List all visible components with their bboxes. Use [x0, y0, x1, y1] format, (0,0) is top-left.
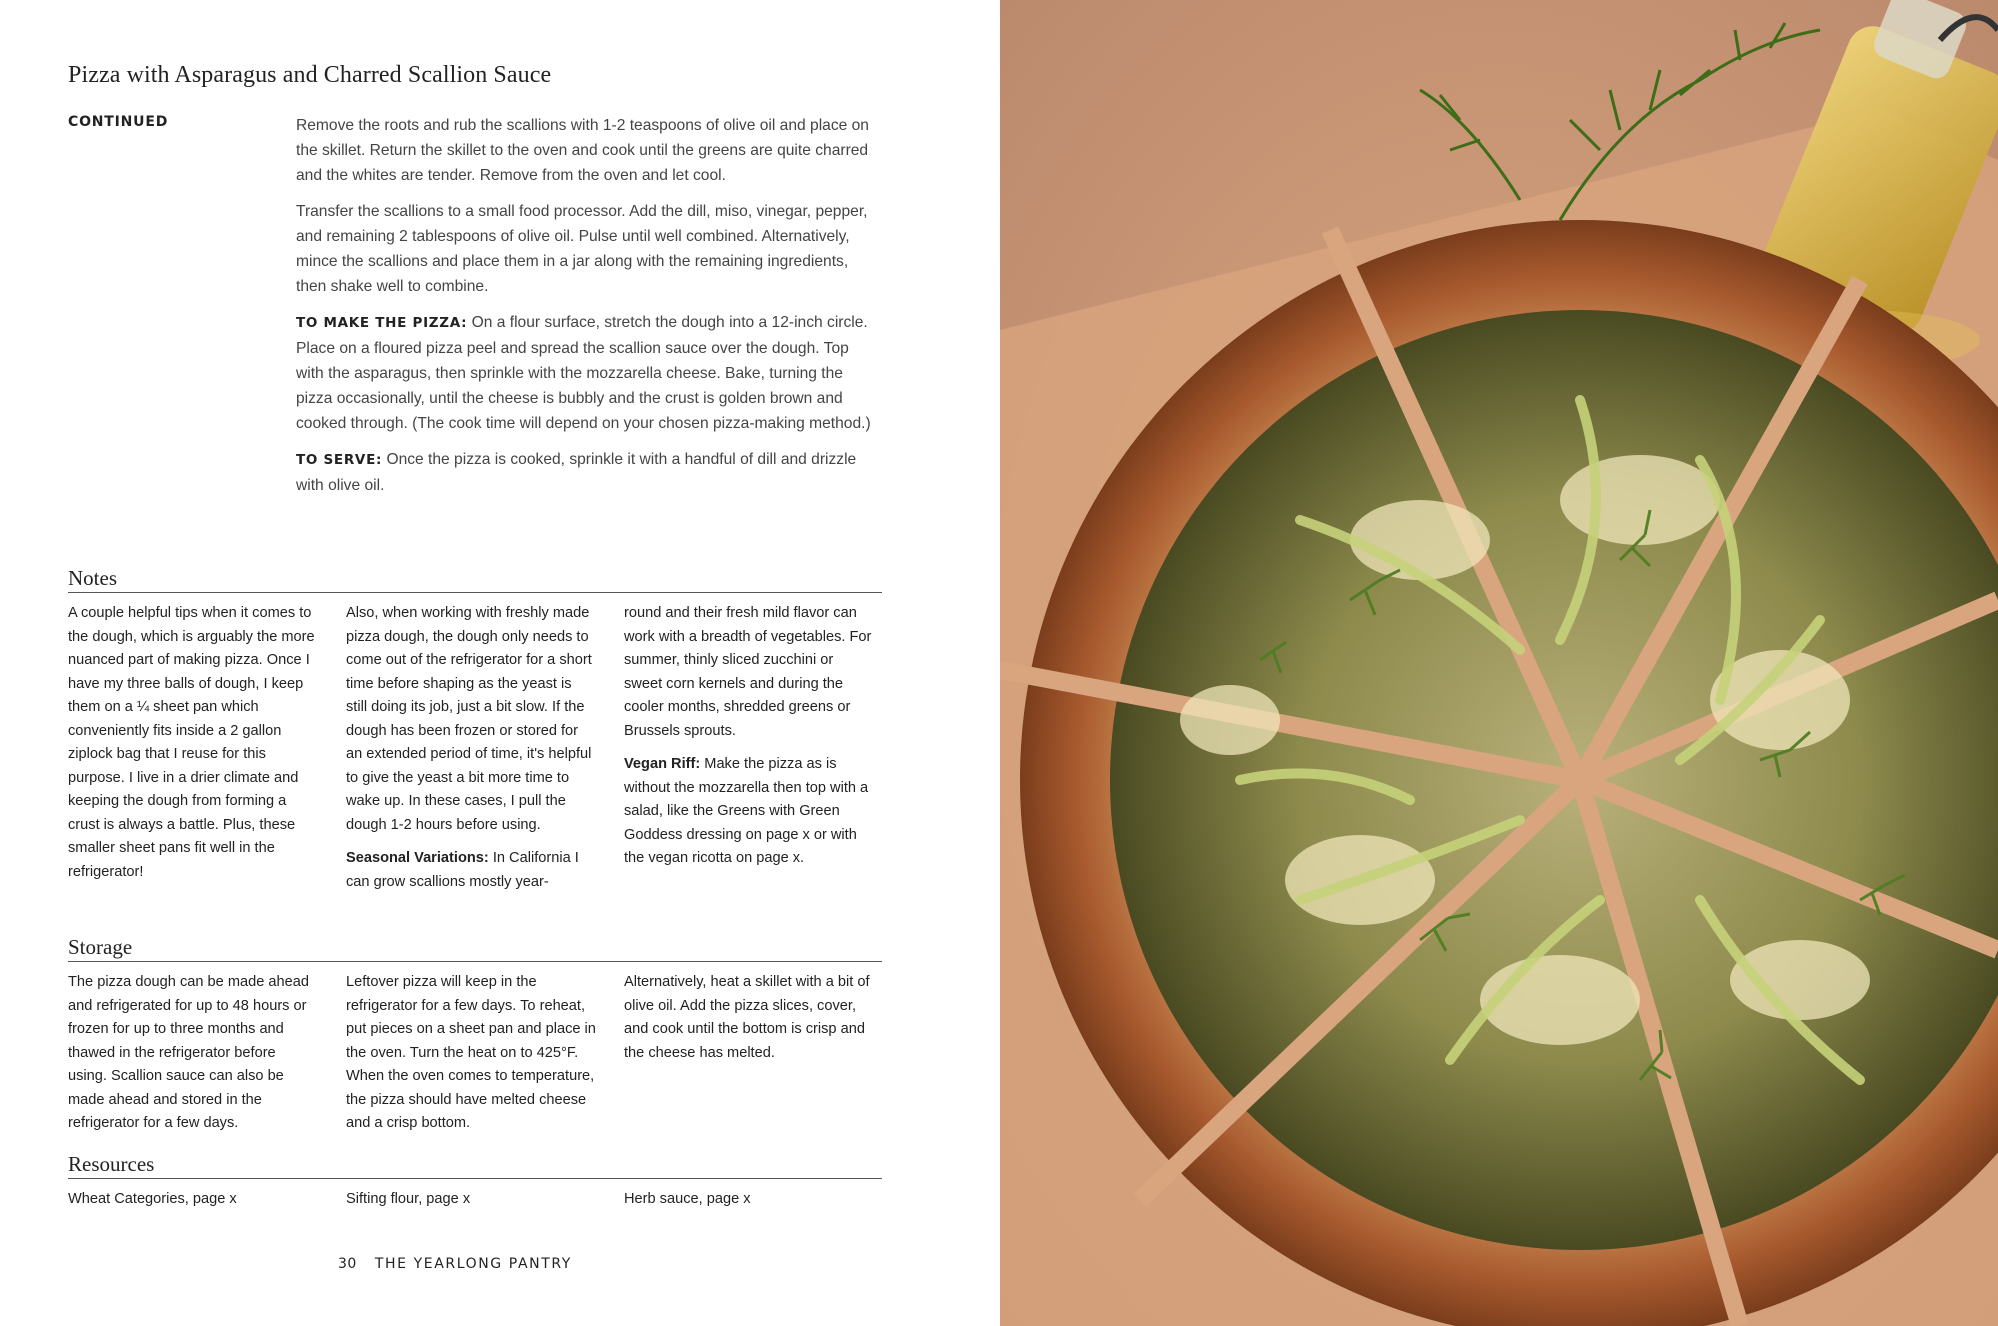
method-step: [296, 447, 878, 498]
notes-column-1: [68, 602, 318, 904]
method-step: [296, 310, 878, 436]
vegan-note: [624, 753, 874, 871]
method-step: [296, 199, 878, 299]
resources-columns: [68, 1188, 882, 1212]
resource-item: Sifting flour, page x: [346, 1191, 471, 1207]
seasonal-text: In California I can grow scallions mostly year-: [346, 850, 579, 890]
notes-text: round and their fresh mild flavor can work with a breadth of vegetables. For summer, thinly sliced zucchini or sweet corn kernels and during the cooler months, shredded greens or Brussels sprouts.: [624, 605, 872, 739]
seasonal-label: Seasonal Variations:: [346, 850, 489, 866]
notes-columns: [68, 602, 882, 904]
resources-heading: Resources: [68, 1152, 882, 1179]
pizza-illustration: [1000, 0, 1998, 1326]
storage-text: The pizza dough can be made ahead and refrigerated for up to 48 hours or frozen for up to three months and thawed in the refrigerator before using. Scallion sauce can also be made ahead and stored in the refrigerator for a few days.: [68, 974, 309, 1131]
storage-text: Alternatively, heat a skillet with a bit of olive oil. Add the pizza slices, cover, and cook until the bottom is crisp and the cheese has melted.: [624, 974, 870, 1061]
resource-item: Herb sauce, page x: [624, 1191, 751, 1207]
notes-text: Also, when working with freshly made pizza dough, the dough only needs to come out of the refrigerator for a short time before shaping as the yeast is still doing its job, just a bit slow. If the dough has been frozen or stored for an extended period of time, it's helpful to give the yeast a bit more time to wake up. In these cases, I pull the dough 1-2 hours before using.: [346, 605, 592, 833]
method-step-text: Transfer the scallions to a small food processor. Add the dill, miso, vinegar, pepper, and remaining 2 tablespoons of olive oil. Pulse until well combined. Alternatively, mince the scallions and place them in a jar along with the remaining ingredients, then shake well to combine.: [296, 203, 868, 295]
method-step-text: On a flour surface, stretch the dough into a 12-inch circle. Place on a floured pizza peel and spread the scallion sauce over the dough. Top with the asparagus, then sprinkle with the mozzarella cheese. Bake, turning the pizza occasionally, until the cheese is bubbly and the crust is golden brown and cooked through. (The cook time will depend on your chosen pizza-making method.): [296, 314, 871, 432]
notes-heading: Notes: [68, 566, 882, 593]
storage-columns: [68, 971, 882, 1146]
method-step-text: Remove the roots and rub the scallions with 1-2 teaspoons of olive oil and place on the skillet. Return the skillet to the oven and cook until the greens are quite charred and the whites are tender. Remove from the oven and let cool.: [296, 117, 869, 184]
notes-text: A couple helpful tips when it comes to the dough, which is arguably the more nuanced part of making pizza. Once I have my three balls of dough, I keep them on a ¼ sheet pan which conveniently fits inside a 2 gallon ziplock bag that I reuse for this purpose. I live in a drier climate and keeping the dough from forming a crust is always a battle. Plus, these smaller sheet pans fit well in the refrigerator!: [68, 605, 315, 880]
storage-text: Leftover pizza will keep in the refrigerator for a few days. To reheat, put pieces on a sheet pan and place in the oven. Turn the heat on to 425°F. When the oven comes to temperature, the pizza should have melted cheese and a crisp bottom.: [346, 974, 596, 1131]
method-steps: [296, 113, 878, 509]
storage-column-3: [624, 971, 874, 1146]
storage-heading: Storage: [68, 935, 882, 962]
storage-column-2: [346, 971, 596, 1146]
pizza-photo: [1000, 0, 1998, 1326]
step-lead-make-pizza: TO MAKE THE PIZZA:: [296, 315, 468, 331]
step-lead-serve: TO SERVE:: [296, 452, 383, 468]
method-step: [296, 113, 878, 188]
vegan-label: Vegan Riff:: [624, 756, 701, 772]
resource-item: Wheat Categories, page x: [68, 1191, 237, 1207]
book-title: THE YEARLONG PANTRY: [374, 1256, 572, 1272]
continued-label: CONTINUED: [68, 114, 169, 130]
storage-column-1: [68, 971, 318, 1146]
notes-column-3: [624, 602, 874, 904]
method-step-text: Once the pizza is cooked, sprinkle it with a handful of dill and drizzle with olive oil.: [296, 451, 857, 494]
page-footer: [338, 1256, 572, 1272]
page-number: 30: [338, 1256, 357, 1272]
vegan-text: Make the pizza as is without the mozzarella then top with a salad, like the Greens with Green Goddess dressing on page x or with the vegan ricotta on page x.: [624, 756, 869, 866]
recipe-title: Pizza with Asparagus and Charred Scallion Sauce: [68, 62, 552, 88]
seasonal-note: [346, 847, 596, 894]
notes-column-2: [346, 602, 596, 904]
